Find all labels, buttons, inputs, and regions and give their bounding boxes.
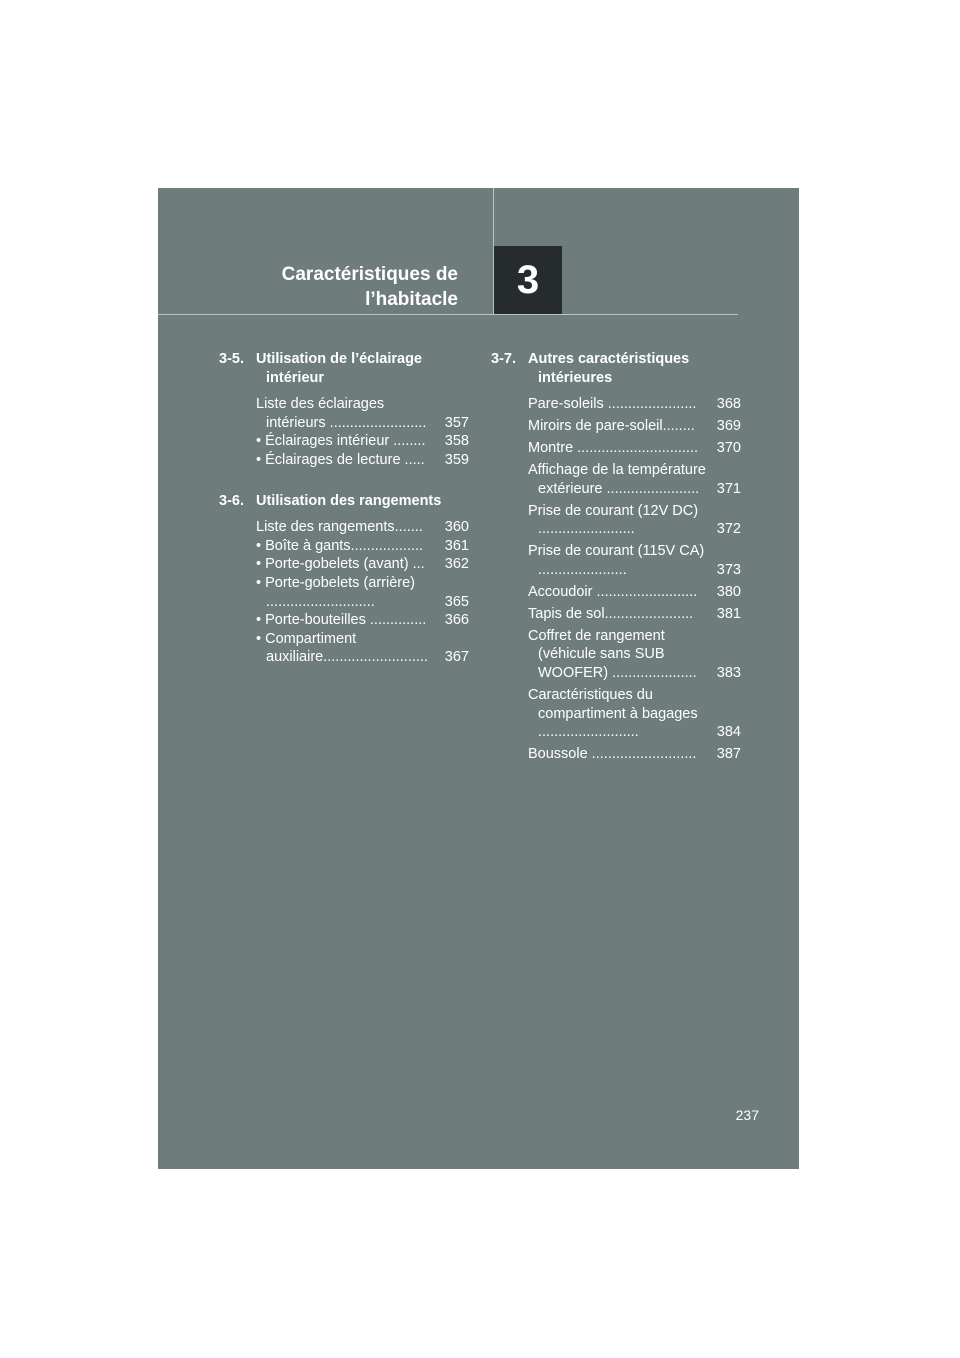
toc-entry-page: 383: [716, 665, 741, 682]
section-heading[interactable]: [219, 350, 469, 387]
toc-entry-label: • Porte-gobelets (avant) ...: [256, 556, 425, 573]
toc-entry-label: Prise de courant (12V DC) ........................: [528, 502, 699, 538]
toc-entry[interactable]: [219, 630, 469, 667]
chapter-number: 3: [516, 257, 540, 302]
section-number: 3-7.: [491, 351, 516, 367]
section-title: Autres caractéristiques intérieures: [528, 351, 690, 386]
toc-section-3-6: [219, 492, 469, 667]
toc-entry-page: 361: [444, 537, 469, 554]
toc-entry-page: 381: [716, 605, 741, 622]
toc-entry-page: 359: [444, 451, 469, 468]
toc-entry[interactable]: [219, 537, 469, 556]
toc-entry-label: • Porte-bouteilles ..............: [256, 612, 427, 629]
toc-column-right: [491, 350, 741, 767]
toc-entry-label: Accoudoir .........................: [528, 583, 698, 600]
toc-entry-page: 362: [444, 556, 469, 573]
toc-entry-label: • Porte-gobelets (arrière) ...........................: [256, 574, 415, 610]
toc-entry-label: Affichage de la température extérieure .......................: [528, 462, 706, 497]
toc-entry-page: 387: [716, 746, 741, 763]
toc-entry[interactable]: [491, 605, 741, 624]
toc-entry[interactable]: [491, 542, 741, 579]
toc-entry[interactable]: [219, 555, 469, 574]
toc-entry-page: 380: [716, 583, 741, 600]
chapter-title-line-2: l’habitacle: [365, 289, 458, 310]
toc-section-3-7: [491, 350, 741, 764]
toc-entry[interactable]: [491, 439, 741, 458]
toc-entry[interactable]: [491, 627, 741, 683]
toc-entry[interactable]: [491, 745, 741, 764]
section-title: Utilisation des rangements: [256, 492, 442, 509]
toc-entry[interactable]: [491, 395, 741, 414]
chapter-number-box: [494, 246, 562, 314]
toc-entry-label: Liste des éclairages intérieurs ........................: [256, 396, 427, 431]
toc-entry-page: 365: [444, 593, 469, 610]
toc-entry-label: • Éclairages intérieur ........: [256, 433, 426, 450]
toc-entry-label: • Compartiment auxiliaire..........................: [256, 630, 428, 666]
toc-entry-page: 358: [444, 433, 469, 450]
toc-entry[interactable]: [219, 432, 469, 451]
toc-entry[interactable]: [219, 395, 469, 432]
toc-entry-label: Prise de courant (115V CA) ......................: [528, 543, 705, 578]
toc-entry-page: 371: [716, 480, 741, 497]
toc-entry[interactable]: [219, 574, 469, 611]
toc-entry-page: 368: [716, 396, 741, 413]
toc-section-3-5: [219, 350, 469, 470]
chapter-title-line-1: Caractéristiques de: [281, 264, 458, 285]
toc-entry-label: Montre ..............................: [528, 440, 699, 457]
toc-entry-page: 366: [444, 612, 469, 629]
section-title: Utilisation de l’éclairage intérieur: [256, 351, 422, 386]
toc-entry-page: 369: [716, 418, 741, 435]
toc-entry-label: • Éclairages de lecture .....: [256, 451, 425, 468]
toc-entry-page: 370: [716, 440, 741, 457]
toc-entry-label: • Boîte à gants..................: [256, 537, 424, 554]
toc-entry[interactable]: [219, 518, 469, 537]
toc-entry-label: Caractéristiques du compartiment à bagages .........................: [528, 687, 698, 741]
toc-entry-page: 367: [444, 649, 469, 666]
toc-entry-label: Pare-soleils ......................: [528, 396, 697, 413]
chapter-title: [282, 262, 458, 312]
toc-entry[interactable]: [491, 686, 741, 742]
toc-entry-page: 357: [444, 414, 469, 431]
toc-entry-page: 384: [716, 724, 741, 741]
toc-entry-page: 373: [716, 561, 741, 578]
toc-entry-label: Miroirs de pare-soleil........: [528, 418, 695, 435]
toc-column-left: [219, 350, 469, 667]
section-number: 3-6.: [219, 492, 244, 509]
toc-entry[interactable]: [491, 583, 741, 602]
toc-entry[interactable]: [219, 611, 469, 630]
toc-entry-page: 360: [444, 519, 469, 536]
toc-entry[interactable]: [491, 502, 741, 539]
section-heading[interactable]: [219, 492, 469, 511]
toc-entry[interactable]: [219, 451, 469, 470]
toc-entry-page: 372: [716, 521, 741, 538]
section-heading[interactable]: [491, 350, 741, 387]
toc-entry-label: Coffret de rangement (véhicule sans SUB WOOFER) .....................: [528, 627, 697, 682]
header-horizontal-divider: [158, 314, 738, 315]
toc-entry[interactable]: [491, 461, 741, 498]
toc-entry-label: Tapis de sol......................: [528, 605, 694, 622]
section-number: 3-5.: [219, 351, 244, 367]
toc-entry-label: Boussole ..........................: [528, 746, 697, 763]
toc-entry[interactable]: [491, 417, 741, 436]
page-number: 237: [735, 1107, 759, 1123]
toc-entry-label: Liste des rangements.......: [256, 519, 423, 536]
chapter-contents-panel: [158, 188, 799, 1169]
